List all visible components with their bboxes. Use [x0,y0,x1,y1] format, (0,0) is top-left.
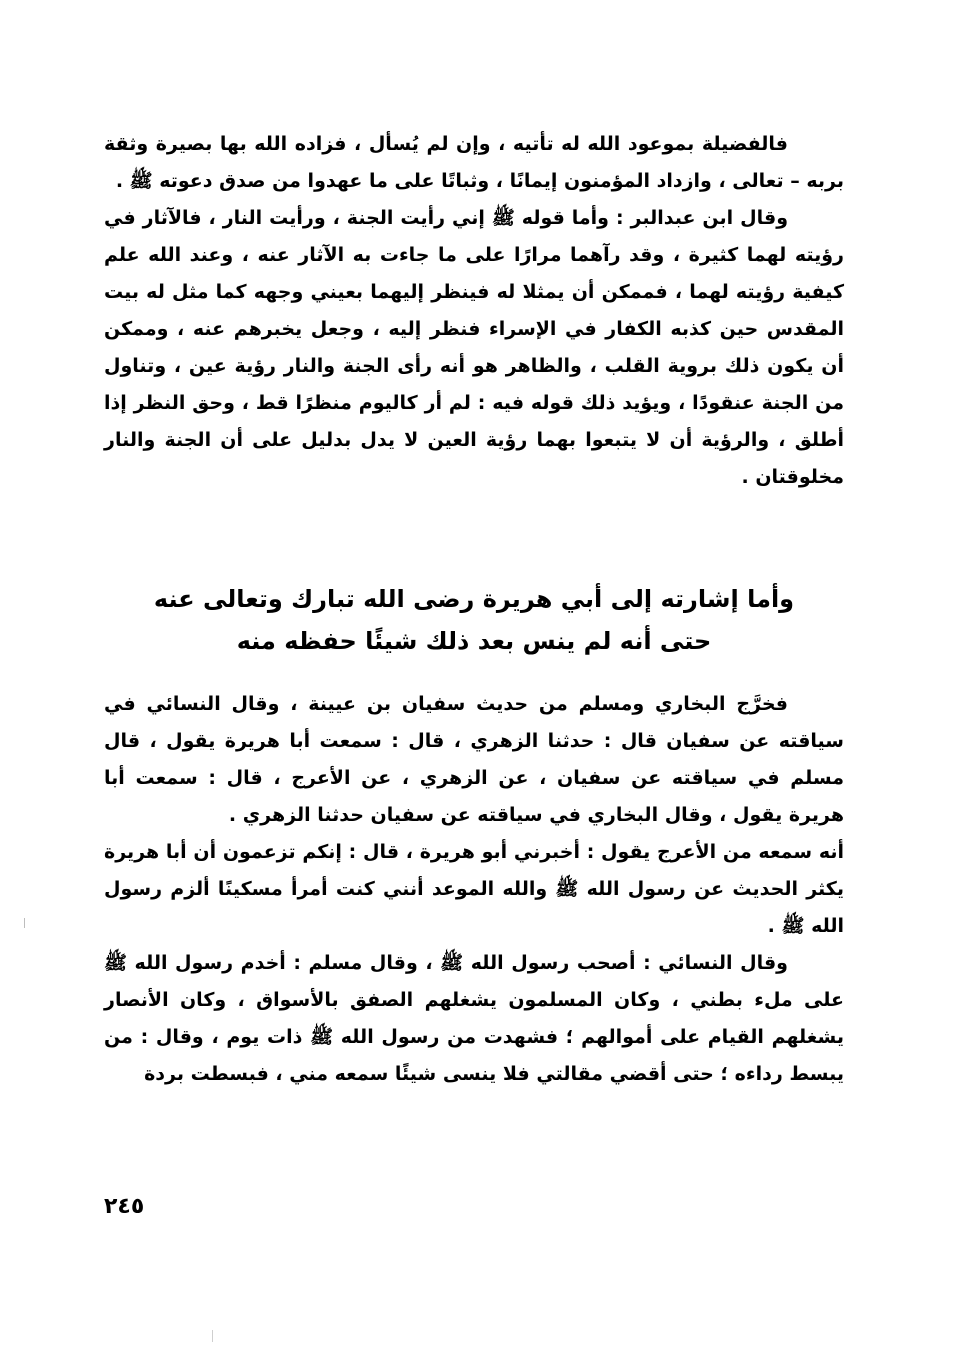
paragraph: وقال النسائي : أصحب رسول الله ﷺ ، وقال مسلم : أخدم رسول الله ﷺ على ملء بطني ، وكان المسلمون يشغلهم الصفق بالأسواق ، وكان الأنصار يشغلهم القيام على أموالهم ؛ فشهدت من رسول الله ﷺ ذات يوم ، وقال : من يبسط رداءه ؛ حتى أقضي مقالتي فلا ينسى شيئًا سمعه مني ، فبسطت بردة [104,952,844,1085]
section-heading [104,578,844,662]
paragraph: فخرَّج البخاري ومسلم من حديث سفيان بن عيينة ، وقال النسائي في سياقته عن سفيان قال : حدثنا الزهري ، قال : سمعت أبا هريرة يقول ، قال مسلم في سياقته عن سفيان ، عن الزهري ، عن الأعرج ، قال : سمعت أبا هريرة يقول ، وقال البخاري في سياقته عن سفيان حدثنا الزهري . [104,693,844,826]
heading-line-1: وأما إشارته إلى أبي هريرة رضى الله تبارك وتعالى عنه [153,585,795,613]
heading-line-2: حتى أنه لم ينس بعد ذلك شيئًا حفظه منه [236,627,712,655]
paragraph: وقال ابن عبدالبر : وأما قوله ﷺ إني رأيت الجنة ، ورأيت النار ، فالآثار في رؤيته لهما كثيرة ، وقد رآهما مرارًا على ما جاءت به الآثار عنه ، وعند الله علم كيفية رؤيته لهما ، فممكن أن يمثلا له فينظر إليهما بعيني وجهه كما مثل له بيت المقدس حين كذبه الكفار في الإسراء فنظر إليه ، وجعل يخبرهم عنه ، وممكن أن يكون ذلك بروية القلب ، والظاهر هو أنه رأى الجنة والنار رؤية عين ، وتناول من الجنة عنقودًا ، ويؤيد ذلك قوله فيه : لم أر كاليوم منظرًا قط ، وحق النظر إذا أطلق ، والرؤية أن لا يتبعوا بهما رؤية العين لا يدل بدليل على أن الجنة والنار مخلوقتان . [104,207,844,488]
paragraph: فالفضيلة بموعود الله له تأتيه ، وإن لم يُسأل ، فزاده الله بها بصيرة وثقة بربه – تعالى ، وازداد المؤمنون إيمانًا ، وثباتًا على ما عهدوا من صدق دعوته ﷺ . [104,133,844,192]
margin-speck [24,918,25,928]
page-number: ٢٤٥ [104,1194,145,1219]
paragraph: أنه سمعه من الأعرج يقول : أخبرني أبو هريرة ، قال : إنكم تزعمون أن أبا هريرة يكثر الحديث عن رسول الله ﷺ والله الموعد أنني كنت أمرأ مسكينًا ألزم رسول الله ﷺ . [104,841,844,937]
text-block-bottom [104,686,844,1093]
bottom-speck [212,1330,213,1342]
text-block-top [104,126,844,496]
